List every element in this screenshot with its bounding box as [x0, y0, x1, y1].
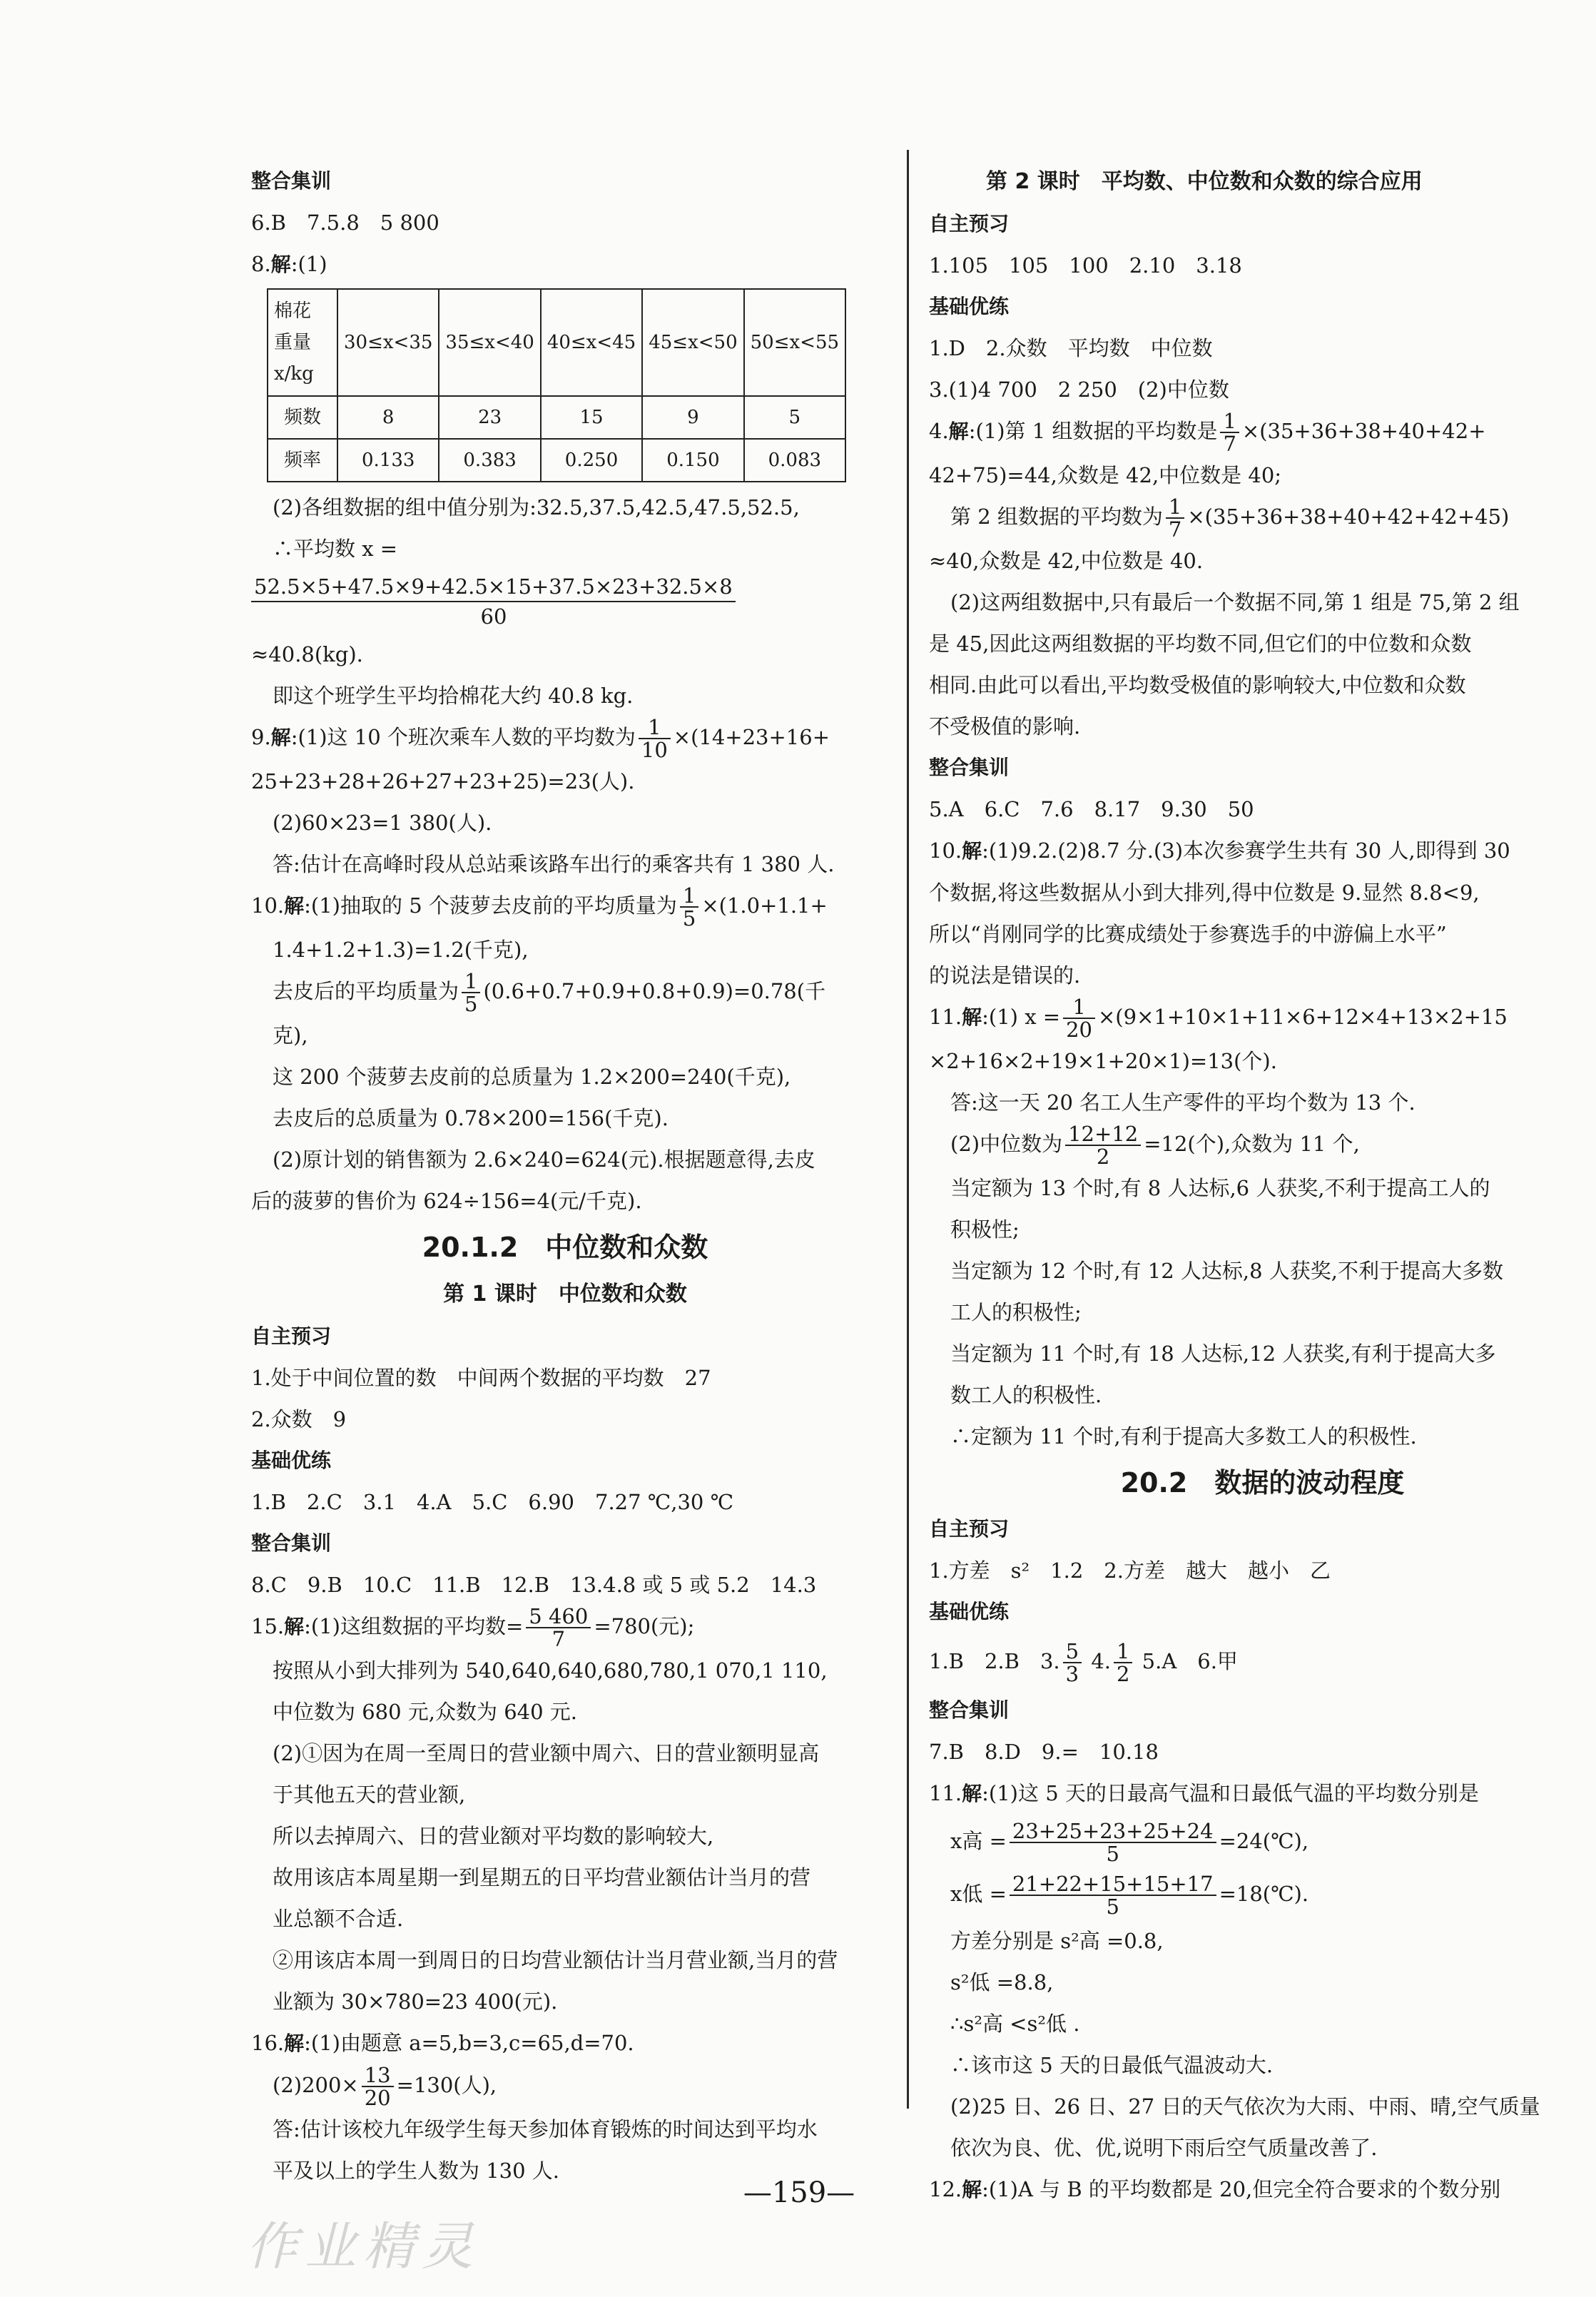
- column-divider: [907, 150, 909, 2109]
- answer-line: 1.4+1.2+1.3)=1.2(千克),: [273, 938, 529, 962]
- right-column: [929, 161, 1596, 2211]
- answer-line: 12.解:(1)A 与 B 的平均数都是 20,但完全符合要求的个数分别: [929, 2177, 1501, 2201]
- answer-line: (2)25 日、26 日、27 日的天气依次为大雨、中雨、晴,空气质量: [950, 2094, 1540, 2119]
- section-heading: 整合集训: [929, 756, 1010, 779]
- answer-line: 2.众数 9: [251, 1407, 347, 1431]
- answer-line: (2)中位数为 $\frac{12+12}{2}$ =12(个),众数为 11 个,: [950, 1122, 1360, 1169]
- answer-line: 4.解:(1)第 1 组数据的平均数是 $\frac{1}{7}$ ×(35+36+38+40+42+: [929, 409, 1486, 456]
- answer-line: 1.D 2.众数 平均数 中位数: [929, 336, 1213, 360]
- answer-line: 去皮后的平均质量为 $\frac{1}{5}$ (0.6+0.7+0.9+0.8+0.9)=0.78(千: [273, 969, 826, 1016]
- cotton-table: 棉花 重量 x/kg 30≤x<35 35≤x<40 40≤x<45 45≤x<50 50≤x<55 频数 8 23 15 9 5 频率 0.133 0.383 0.250 0.150 0.083: [267, 288, 846, 482]
- answer-line: (2)各组数据的组中值分别为:32.5,37.5,42.5,47.5,52.5,: [273, 495, 800, 519]
- section-heading: 基础优练: [929, 295, 1010, 318]
- answer-line: 1.B 2.C 3.1 4.A 5.C 6.90 7.27 ℃,30 ℃: [251, 1490, 734, 1514]
- section-heading: 自主预习: [929, 1517, 1010, 1541]
- lesson-title: 第 1 课时 中位数和众数: [443, 1282, 687, 1307]
- answer-line: 5.A 6.C 7.6 8.17 9.30 50: [929, 797, 1254, 821]
- answer-line: ×2+16×2+19×1+20×1)=13(个).: [929, 1049, 1277, 1073]
- answer-line: s²低 =8.8,: [950, 1970, 1054, 1994]
- answer-line: 工人的积极性;: [950, 1300, 1082, 1324]
- answer-line: 方差分别是 s²高 =0.8,: [950, 1929, 1164, 1953]
- answer-line: 答:估计该校九年级学生每天参加体育锻炼的时间达到平均水: [273, 2117, 818, 2141]
- answer-line: ≈40.8(kg).: [251, 642, 363, 666]
- answer-line: 克),: [273, 1023, 308, 1048]
- answer-line: 答:这一天 20 名工人生产零件的平均个数为 13 个.: [950, 1090, 1415, 1115]
- answer-line: (2)200× $\frac{13}{20}$ =130(人),: [273, 2063, 497, 2110]
- answer-line: 11.解:(1)这 5 天的日最高气温和日最低气温的平均数分别是: [929, 1781, 1479, 1805]
- section-heading: 自主预习: [929, 212, 1010, 235]
- answer-line: 3.(1)4 700 2 250 (2)中位数: [929, 377, 1229, 402]
- answer-line: ≈40,众数是 42,中位数是 40.: [929, 549, 1204, 573]
- answer-line: 于其他五天的营业额,: [273, 1783, 466, 1807]
- answer-line: (2)这两组数据中,只有最后一个数据不同,第 1 组是 75,第 2 组: [950, 590, 1520, 614]
- answer-line: 平及以上的学生人数为 130 人.: [273, 2159, 560, 2183]
- answer-line: 这 200 个菠萝去皮前的总质量为 1.2×200=240(千克),: [273, 1065, 791, 1089]
- answer-line: 第 2 组数据的平均数为 $\frac{1}{7}$ ×(35+36+38+40+42+42+45): [950, 495, 1510, 542]
- answer-line: x高 = $\frac{23+25+23+25+24}{5}$ =24(℃),: [950, 1819, 1309, 1866]
- answer-line: 10.解:(1)抽取的 5 个菠萝去皮前的平均质量为 $\frac{1}{5}$ ×(1.0+1.1+: [251, 883, 828, 931]
- section-heading: 整合集训: [929, 1698, 1010, 1722]
- answer-line: 所以“肖刚同学的比赛成绩处于参赛选手的中游偏上水平”: [929, 922, 1447, 946]
- answer-line: 故用该店本周星期一到星期五的日平均营业额估计当月的营: [273, 1865, 811, 1890]
- answer-line: 后的菠萝的售价为 624÷156=4(元/千克).: [251, 1189, 642, 1213]
- section-heading: 整合集训: [251, 1531, 332, 1555]
- lesson-title: 第 2 课时 平均数、中位数和众数的综合应用: [986, 169, 1423, 194]
- answer-line: 1.方差 s² 1.2 2.方差 越大 越小 乙: [929, 1558, 1331, 1583]
- answer-line: ②用该店本周一到周日的日均营业额估计当月营业额,当月的营: [273, 1948, 838, 1972]
- section-title: 20.2 数据的波动程度: [1120, 1467, 1405, 1499]
- watermark: 作业精灵: [246, 2216, 481, 2276]
- answer-line: 积极性;: [950, 1217, 1020, 1242]
- section-heading: 基础优练: [929, 1600, 1010, 1623]
- answer-line: 7.B 8.D 9.= 10.18: [929, 1740, 1159, 1764]
- section-heading: 基础优练: [251, 1449, 332, 1472]
- answer-line: ∴定额为 11 个时,有利于提高大多数工人的积极性.: [950, 1424, 1417, 1449]
- page-number: —159—: [743, 2176, 855, 2209]
- answer-line: 相同.由此可以看出,平均数受极值的影响较大,中位数和众数: [929, 673, 1466, 697]
- answer-line: 不受极值的影响.: [929, 714, 1081, 739]
- answer-line: 11.解:(1) x = $\frac{1}{20}$ ×(9×1+10×1+11×6+12×4+13×2+15: [929, 995, 1508, 1042]
- fraction: 52.5×5+47.5×9+42.5×15+37.5×23+32.5×8 60: [251, 572, 879, 631]
- answer-line: x低 = $\frac{21+22+15+15+17}{5}$ =18(℃).: [950, 1872, 1309, 1919]
- answer-line: 个数据,将这些数据从小到大排列,得中位数是 9.显然 8.8<9,: [929, 881, 1480, 905]
- answer-line: 8.解:(1): [251, 252, 327, 276]
- answer-line: 按照从小到大排列为 540,640,640,680,780,1 070,1 110,: [273, 1658, 828, 1683]
- answer-line: 所以去掉周六、日的营业额对平均数的影响较大,: [273, 1824, 714, 1848]
- answer-line: 9.解:(1)这 10 个班次乘车人数的平均数为 $\frac{1}{10}$ ×(14+23+16+: [251, 715, 830, 762]
- answer-line: 业总额不合适.: [273, 1907, 404, 1931]
- answer-line: 当定额为 11 个时,有 18 人达标,12 人获奖,有利于提高大多: [950, 1342, 1496, 1366]
- answer-line: ∴s²高 <s²低 .: [950, 2012, 1080, 2036]
- answer-line: ∴平均数 x =: [273, 537, 398, 561]
- answer-line: ∴该市这 5 天的日最低气温波动大.: [950, 2053, 1274, 2077]
- answer-line: (2)①因为在周一至周日的营业额中周六、日的营业额明显高: [273, 1741, 820, 1765]
- section-heading: 整合集训: [251, 169, 332, 193]
- answer-line: 8.C 9.B 10.C 11.B 12.B 13.4.8 或 5 或 5.2 14.3: [251, 1573, 817, 1597]
- answer-line: 当定额为 12 个时,有 12 人达标,8 人获奖,不利于提高大多数: [950, 1259, 1504, 1283]
- answer-line: 是 45,因此这两组数据的平均数不同,但它们的中位数和众数: [929, 632, 1472, 656]
- answer-line: 的说法是错误的.: [929, 963, 1081, 988]
- answer-line: 15.解:(1)这组数据的平均数= $\frac{5 460}{7}$ =780(元);: [251, 1604, 695, 1651]
- answer-line: 42+75)=44,众数是 42,中位数是 40;: [929, 463, 1282, 487]
- answer-line: 1.B 2.B 3. $\frac{5}{3}$ 4. $\frac{1}{2}$ 5.A 6.甲: [929, 1639, 1238, 1686]
- answer-line: 即这个班学生平均拾棉花大约 40.8 kg.: [273, 684, 634, 708]
- answer-line: 25+23+28+26+27+23+25)=23(人).: [251, 769, 635, 793]
- answer-line: 16.解:(1)由题意 a=5,b=3,c=65,d=70.: [251, 2031, 634, 2055]
- answer-line: 中位数为 680 元,众数为 640 元.: [273, 1700, 578, 1724]
- answer-line: 数工人的积极性.: [950, 1383, 1102, 1407]
- left-column: [251, 161, 879, 2191]
- answer-line: 业额为 30×780=23 400(元).: [273, 1989, 558, 2014]
- answer-line: 10.解:(1)9.2.(2)8.7 分.(3)本次参赛学生共有 30 人,即得到 30: [929, 838, 1510, 863]
- section-heading: 自主预习: [251, 1324, 332, 1348]
- answer-line: (2)原计划的销售额为 2.6×240=624(元).根据题意得,去皮: [273, 1147, 815, 1172]
- answer-line: 1.处于中间位置的数 中间两个数据的平均数 27: [251, 1366, 711, 1390]
- section-title: 20.1.2 中位数和众数: [422, 1232, 708, 1263]
- answer-line: (2)60×23=1 380(人).: [273, 811, 492, 835]
- answer-line: 依次为良、优、优,说明下雨后空气质量改善了.: [950, 2136, 1378, 2160]
- answer-line: 当定额为 13 个时,有 8 人达标,6 人获奖,不利于提高工人的: [950, 1176, 1490, 1200]
- answer-line: 6.B 7.5.8 5 800: [251, 211, 439, 235]
- answer-line: 去皮后的总质量为 0.78×200=156(千克).: [273, 1106, 669, 1130]
- answer-line: 答:估计在高峰时段从总站乘该路车出行的乘客共有 1 380 人.: [273, 852, 835, 876]
- answer-line: 1.105 105 100 2.10 3.18: [929, 253, 1242, 278]
